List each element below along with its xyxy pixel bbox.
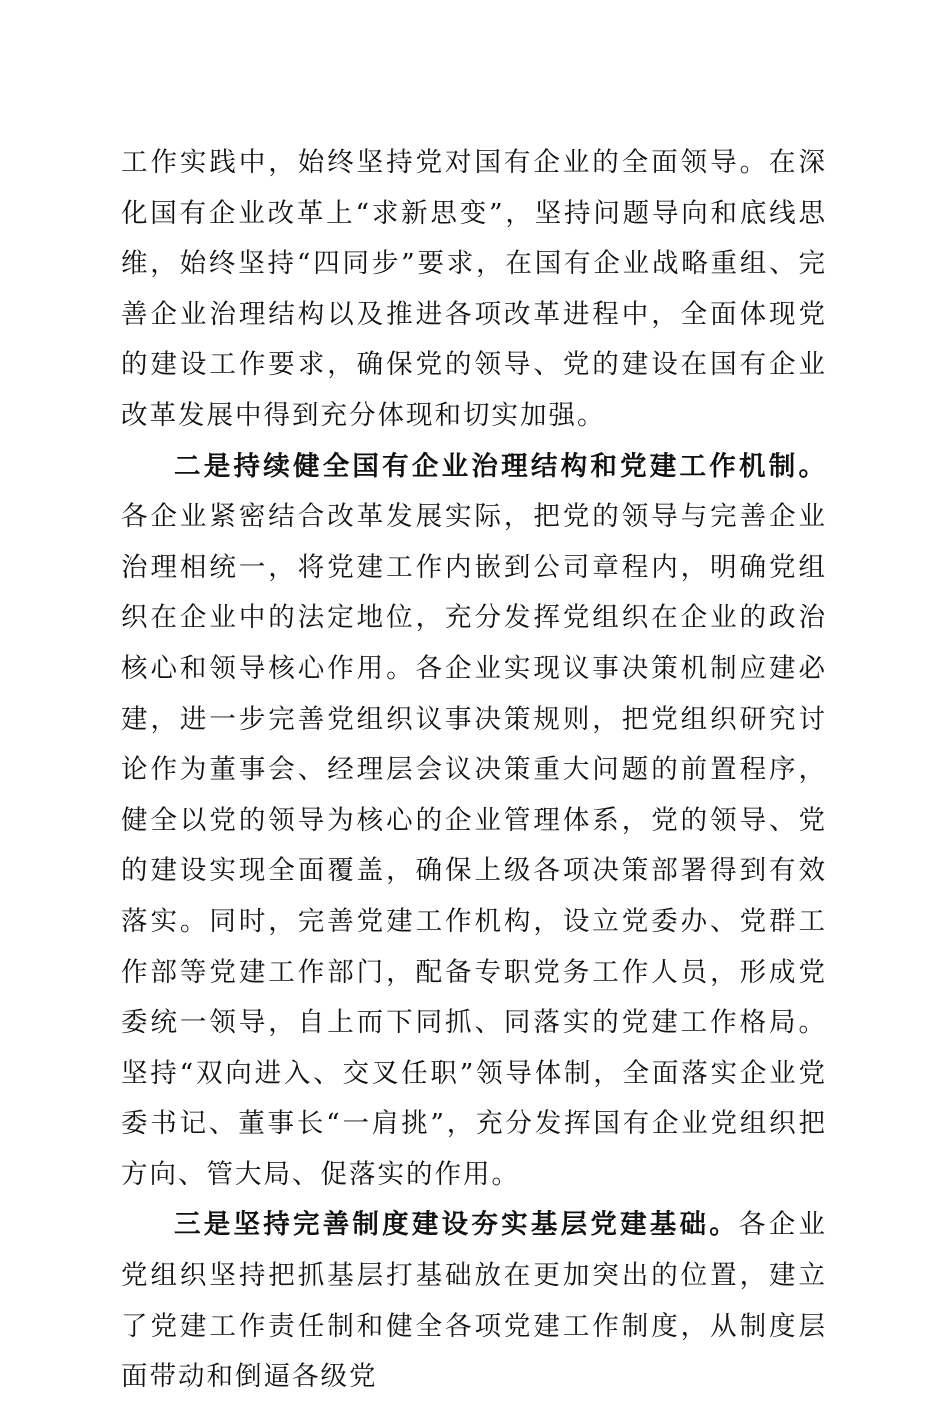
paragraph-governance: [121, 442, 827, 1201]
paragraph-continuation: [121, 138, 827, 442]
paragraph-body: 各企业党组织坚持把抓基层打基础放在更加突出的位置，建立了党建工作责任制和健全各项党建工作制度，从制度层面带动和倒逼各级党: [121, 1209, 828, 1393]
paragraph-heading: 三是坚持完善制度建设夯实基层党建基础。: [174, 1209, 740, 1241]
paragraph-body: 工作实践中，始终坚持党对国有企业的全面领导。在深化国有企业改革上“求新思变”，坚持问题导向和底线思维，始终坚持“四同步”要求，在国有企业战略重组、完善企业治理结构以及推进各项改革进程中，全面体现党的建设工作要求，确保党的领导、党的建设在国有企业改革发展中得到充分体现和切实加强。: [121, 147, 827, 431]
document-body: [121, 138, 827, 1403]
paragraph-institution: [121, 1200, 827, 1402]
paragraph-body: 各企业紧密结合改革发展实际，把党的领导与完善企业治理相统一，将党建工作内嵌到公司章程内，明确党组织在企业中的法定地位，充分发挥党组织在企业的政治核心和领导核心作用。各企业实现议事决策机制应建必建，进一步完善党组织议事决策规则，把党组织研究讨论作为董事会、经理层会议决策重大问题的前置程序，健全以党的领导为核心的企业管理体系，党的领导、党的建设实现全面覆盖，确保上级各项决策部署得到有效落实。同时，完善党建工作机构，设立党委办、党群工作部等党建工作部门，配备专职党务工作人员，形成党委统一领导，自上而下同抓、同落实的党建工作格局。坚持“双向进入、交叉任职”领导体制，全面落实企业党委书记、董事长“一肩挑”，充分发挥国有企业党组织把方向、管大局、促落实的作用。: [121, 501, 827, 1190]
paragraph-heading: 二是持续健全国有企业治理结构和党建工作机制。: [174, 450, 827, 482]
